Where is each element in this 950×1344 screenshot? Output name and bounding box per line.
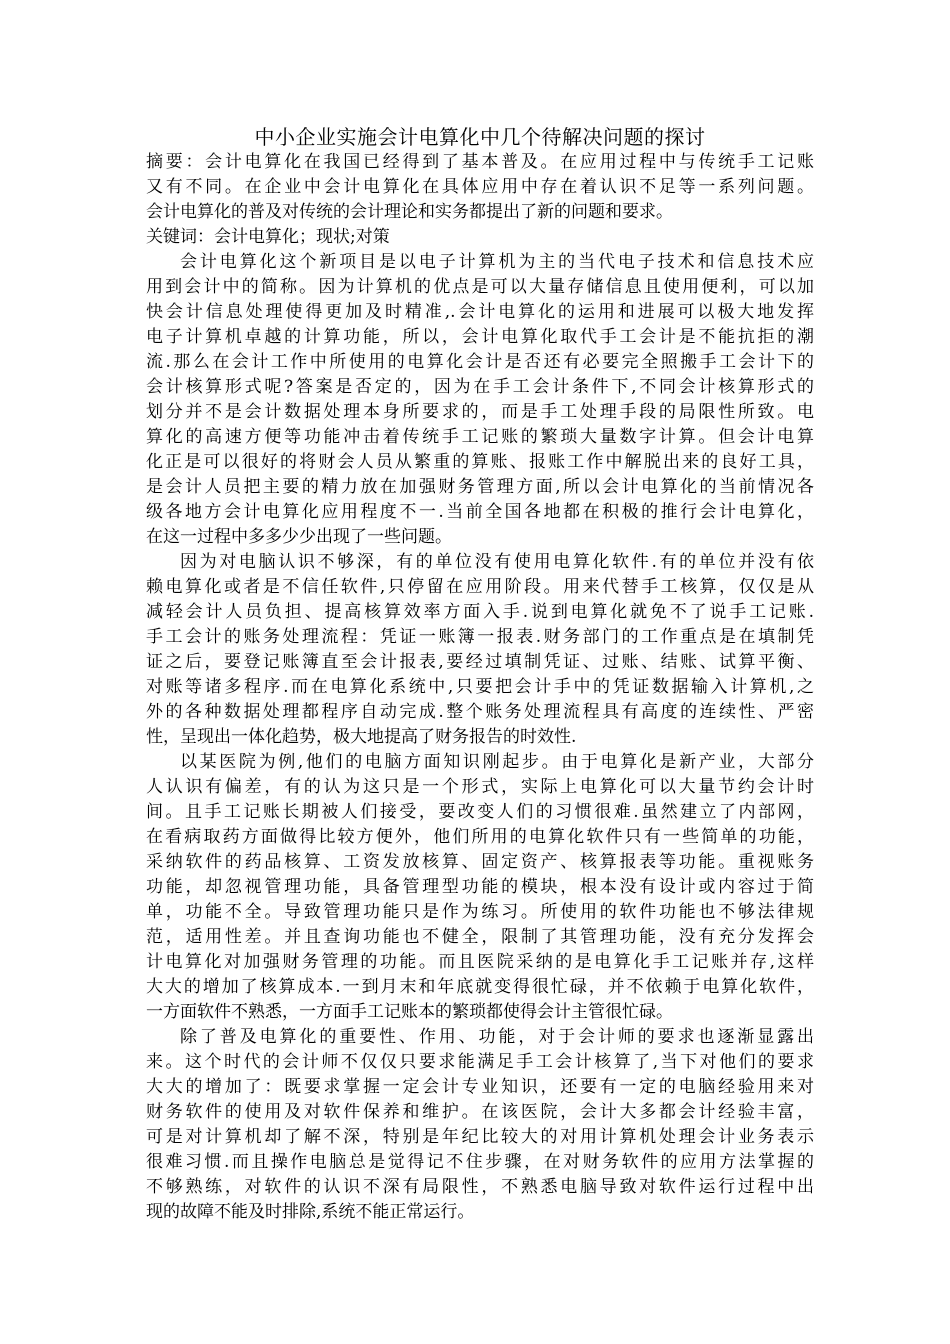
paragraph-line: 大大的增加了：既要求掌握一定会计专业知识，还要有一定的电脑经验用来对 xyxy=(146,1077,814,1097)
paragraph-line: 一方面软件不熟悉，一方面手工记账本的繁琐都使得会计主管很忙碌。 xyxy=(146,1002,673,1022)
paragraph-2 xyxy=(146,550,814,750)
paragraph-line: 证之后，要登记账簿直至会计报表,要经过填制凭证、过账、结账、试算平衡、 xyxy=(146,652,814,672)
paragraph-1 xyxy=(146,250,814,550)
paragraph-line: 级各地方会计电算化应用程度不一.当前全国各地都在积极的推行会计电算化， xyxy=(146,502,814,522)
paragraph-line: 算化的高速方便等功能冲击着传统手工记账的繁琐大量数字计算。但会计电算 xyxy=(146,427,814,447)
paragraph-line: 范，适用性差。并且查询功能也不健全，限制了其管理功能，没有充分发挥会 xyxy=(146,927,814,947)
paragraph-line: 赖电算化或者是不信任软件,只停留在应用阶段。用来代替手工核算，仅仅是从 xyxy=(146,577,814,597)
paragraph-line: 电子计算机卓越的计算功能，所以，会计电算化取代手工会计是不能抗拒的潮 xyxy=(146,327,814,347)
paragraph-line: 计电算化对加强财务管理的功能。而且医院采纳的是电算化手工记账并存,这样 xyxy=(146,952,814,972)
paragraph-line: 单，功能不全。导致管理功能只是作为练习。所使用的软件功能也不够法律规 xyxy=(146,902,814,922)
paragraph-line: 划分并不是会计数据处理本身所要求的，而是手工处理手段的局限性所致。电 xyxy=(146,402,814,422)
paragraph-line: 会计电算化这个新项目是以电子计算机为主的当代电子技术和信息技术应 xyxy=(180,252,814,272)
paragraph-line: 流.那么在会计工作中所使用的电算化会计是否还有必要完全照搬手工会计下的 xyxy=(146,352,814,372)
paragraph-line: 现的故障不能及时排除,系统不能正常运行。 xyxy=(146,1202,475,1222)
paragraph-line: 人认识有偏差，有的认为这只是一个形式，实际上电算化可以大量节约会计时 xyxy=(146,777,814,797)
paragraph-line: 减轻会计人员负担、提高核算效率方面入手.说到电算化就免不了说手工记账. xyxy=(146,602,814,622)
paragraph-line: 可是对计算机却了解不深，特别是年纪比较大的对用计算机处理会计业务表示 xyxy=(146,1127,814,1147)
paragraph-4 xyxy=(146,1025,814,1225)
paragraph-line: 性，呈现出一体化趋势，极大地提高了财务报告的时效性. xyxy=(146,727,577,747)
document-page xyxy=(146,124,814,1225)
paragraph-line: 大大的增加了核算成本.一到月末和年底就变得很忙碌，并不依赖于电算化软件， xyxy=(146,977,814,997)
paragraph-line: 来。这个时代的会计师不仅仅只要求能满足手工会计核算了,当下对他们的要求 xyxy=(146,1052,814,1072)
paragraph-line: 采纳软件的药品核算、工资发放核算、固定资产、核算报表等功能。重视账务 xyxy=(146,852,814,872)
paragraph-line: 用到会计中的简称。因为计算机的优点是可以大量存储信息且使用便利，可以加 xyxy=(146,277,814,297)
abstract-line: 又有不同。在企业中会计电算化在具体应用中存在着认识不足等一系列问题。 xyxy=(146,177,814,197)
paragraph-line: 间。且手工记账长期被人们接受，要改变人们的习惯很难.虽然建立了内部网， xyxy=(146,802,814,822)
paragraph-line: 对账等诸多程序.而在电算化系统中,只要把会计手中的凭证数据输入计算机,之 xyxy=(146,677,814,697)
paragraph-line: 化正是可以很好的将财会人员从繁重的算账、报账工作中解脱出来的良好工具， xyxy=(146,452,814,472)
paragraph-line: 因为对电脑认识不够深，有的单位没有使用电算化软件.有的单位并没有依 xyxy=(180,552,814,572)
keywords: 关键词：会计电算化；现状;对策 xyxy=(146,227,390,247)
paragraph-line: 不够熟练，对软件的认识不深有局限性，不熟悉电脑导致对软件运行过程中出 xyxy=(146,1177,814,1197)
paragraph-line: 手工会计的账务处理流程：凭证一账簿一报表.财务部门的工作重点是在填制凭 xyxy=(146,627,814,647)
paragraph-line: 是会计人员把主要的精力放在加强财务管理方面,所以会计电算化的当前情况各 xyxy=(146,477,814,497)
paragraph-3 xyxy=(146,750,814,1025)
paragraph-line: 在这一过程中多多少少出现了一些问题。 xyxy=(146,527,452,547)
paragraph-line: 除了普及电算化的重要性、作用、功能，对于会计师的要求也逐渐显露出 xyxy=(180,1027,814,1047)
paragraph-line: 很难习惯.而且操作电脑总是觉得记不住步骤，在对财务软件的应用方法掌握的 xyxy=(146,1152,814,1172)
paragraph-line: 财务软件的使用及对软件保养和维护。在该医院，会计大多都会计经验丰富， xyxy=(146,1102,814,1122)
paragraph-line: 以某医院为例,他们的电脑方面知识刚起步。由于电算化是新产业，大部分 xyxy=(180,752,814,772)
abstract-line: 会计电算化的普及对传统的会计理论和实务都提出了新的问题和要求。 xyxy=(146,202,673,222)
paragraph-line: 快会计信息处理使得更加及时精准,.会计电算化的运用和进展可以极大地发挥 xyxy=(146,302,814,322)
paragraph-line: 功能，却忽视管理功能，具备管理型功能的模块，根本没有设计或内容过于简 xyxy=(146,877,814,897)
abstract-line: 摘要：会计电算化在我国已经得到了基本普及。在应用过程中与传统手工记账 xyxy=(146,152,814,172)
paragraph-line: 在看病取药方面做得比较方便外，他们所用的电算化软件只有一些简单的功能， xyxy=(146,827,814,847)
document-title: 中小企业实施会计电算化中几个待解决问题的探讨 xyxy=(254,125,706,149)
paragraph-line: 外的各种数据处理都程序自动完成.整个账务处理流程具有高度的连续性、严密 xyxy=(146,702,814,722)
abstract xyxy=(146,150,814,225)
paragraph-line: 会计核算形式呢?答案是否定的，因为在手工会计条件下,不同会计核算形式的 xyxy=(146,377,814,397)
